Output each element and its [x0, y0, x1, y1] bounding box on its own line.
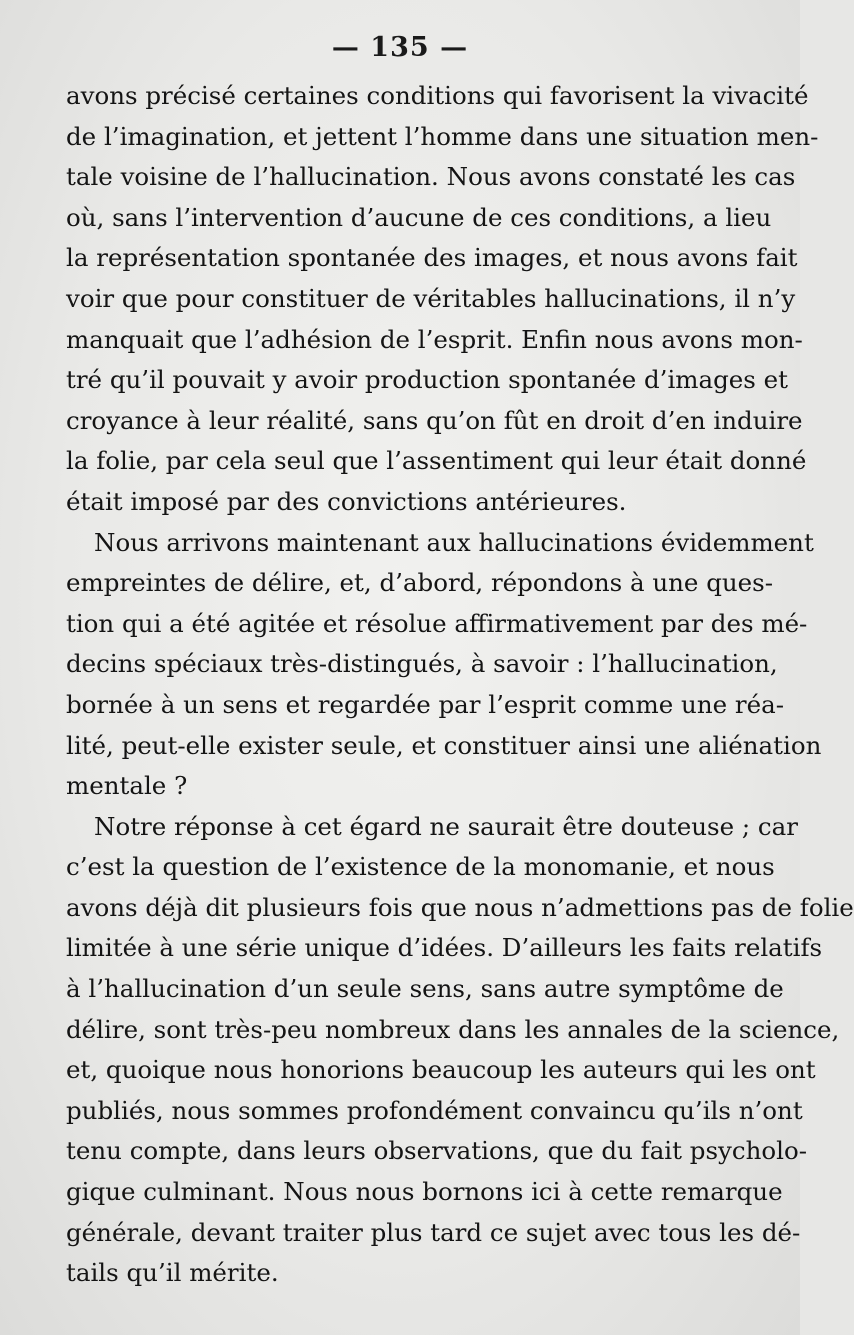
text-line: de l’imagination, et jettent l’homme dans une situation men- [66, 121, 819, 151]
text-line: voir que pour constituer de véritables hallucinations, il n’y [66, 283, 796, 313]
text-line: tré qu’il pouvait y avoir production spontanée d’images et [66, 365, 789, 395]
text-line: la folie, par cela seul que l’assentiment qui leur était donné [66, 446, 807, 476]
text-line: tails qu’il mérite. [66, 1258, 279, 1288]
text-line: tion qui a été agitée et résolue affirmativement par des mé- [66, 608, 808, 638]
text-line: Nous arrivons maintenant aux hallucinations évidemment [94, 527, 814, 557]
text-line: était imposé par des convictions antérieures. [66, 486, 627, 516]
page-number: — 135 — [331, 32, 469, 63]
text-line: avons déjà dit plusieurs fois que nous n’admettions pas de folie [66, 892, 854, 922]
text-line: la représentation spontanée des images, et nous avons fait [66, 243, 798, 273]
text-line: lité, peut-elle exister seule, et constituer ainsi une aliénation [66, 730, 822, 760]
text-line: Notre réponse à cet égard ne saurait être douteuse ; car [94, 811, 798, 841]
text-line: où, sans l’intervention d’aucune de ces conditions, a lieu [66, 202, 772, 232]
text-line: mentale ? [66, 771, 188, 801]
paragraph-3 [66, 807, 854, 1294]
text-line: croyance à leur réalité, sans qu’on fût en droit d’en induire [66, 405, 803, 435]
paragraph-1 [66, 76, 819, 523]
text-line: à l’hallucination d’un seule sens, sans autre symptôme de [66, 974, 784, 1004]
paragraph-2 [66, 523, 822, 807]
text-line: bornée à un sens et regardée par l’esprit comme une réa- [66, 689, 784, 719]
text-line: générale, devant traiter plus tard ce sujet avec tous les dé- [66, 1217, 801, 1247]
text-line: tenu compte, dans leurs observations, que du fait psycholo- [66, 1136, 807, 1166]
text-line: avons précisé certaines conditions qui favorisent la vivacité [66, 81, 809, 110]
text-line: c’est la question de l’existence de la monomanie, et nous [66, 852, 775, 882]
text-line: délire, sont très-peu nombreux dans les annales de la science, [66, 1014, 840, 1044]
text-line: et, quoique nous honorions beaucoup les auteurs qui les ont [66, 1055, 816, 1085]
text-line: limitée à une série unique d’idées. D’ailleurs les faits relatifs [66, 933, 823, 963]
text-line: publiés, nous sommes profondément convaincu qu’ils n’ont [66, 1095, 803, 1125]
text-line: gique culminant. Nous nous bornons ici à cette remarque [66, 1177, 783, 1207]
text-line: empreintes de délire, et, d’abord, répondons à une ques- [66, 568, 774, 598]
body-text [66, 76, 854, 1294]
text-line: manquait que l’adhésion de l’esprit. Enfin nous avons mon- [66, 324, 803, 354]
text-line: tale voisine de l’hallucination. Nous avons constaté les cas [66, 162, 796, 192]
text-line: decins spéciaux très-distingués, à savoir : l’hallucination, [66, 649, 778, 679]
